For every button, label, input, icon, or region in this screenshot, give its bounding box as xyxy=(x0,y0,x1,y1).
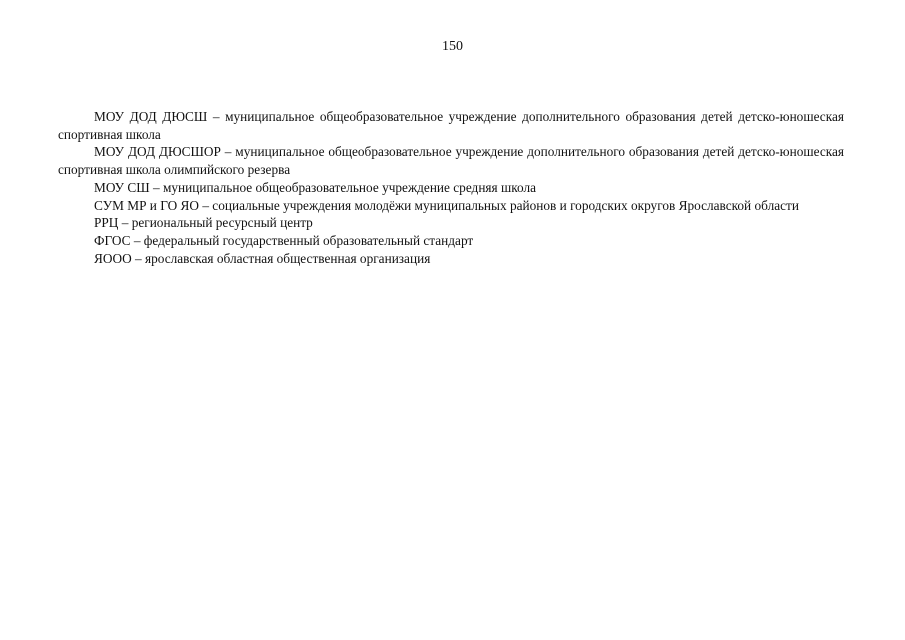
abbreviation-entry: МОУ СШ – муниципальное общеобразовательное учреждение средняя школа xyxy=(94,179,537,195)
abbreviation-list xyxy=(58,108,844,267)
abbreviation-entry: РРЦ – региональный ресурсный центр xyxy=(94,215,313,231)
abbreviation-entry: МОУ ДОД ДЮСШОР – муниципальное общеобразовательное учреждение дополнительного образования детей детско-юношеская спортивная школа олимпийского резерва xyxy=(58,144,844,178)
abbreviation-entry: ФГОС – федеральный государственный образовательный стандарт xyxy=(94,232,474,248)
abbreviation-entry: СУМ МР и ГО ЯО – социальные учреждения молодёжи муниципальных районов и городских округов Ярославской области xyxy=(94,197,799,213)
abbreviation-entry: МОУ ДОД ДЮСШ – муниципальное общеобразовательное учреждение дополнительного образования детей детско-юношеская спортивная школа xyxy=(58,109,844,142)
abbreviation-entry: ЯООО – ярославская областная общественная организация xyxy=(94,250,431,266)
page-number: 150 xyxy=(442,39,463,54)
